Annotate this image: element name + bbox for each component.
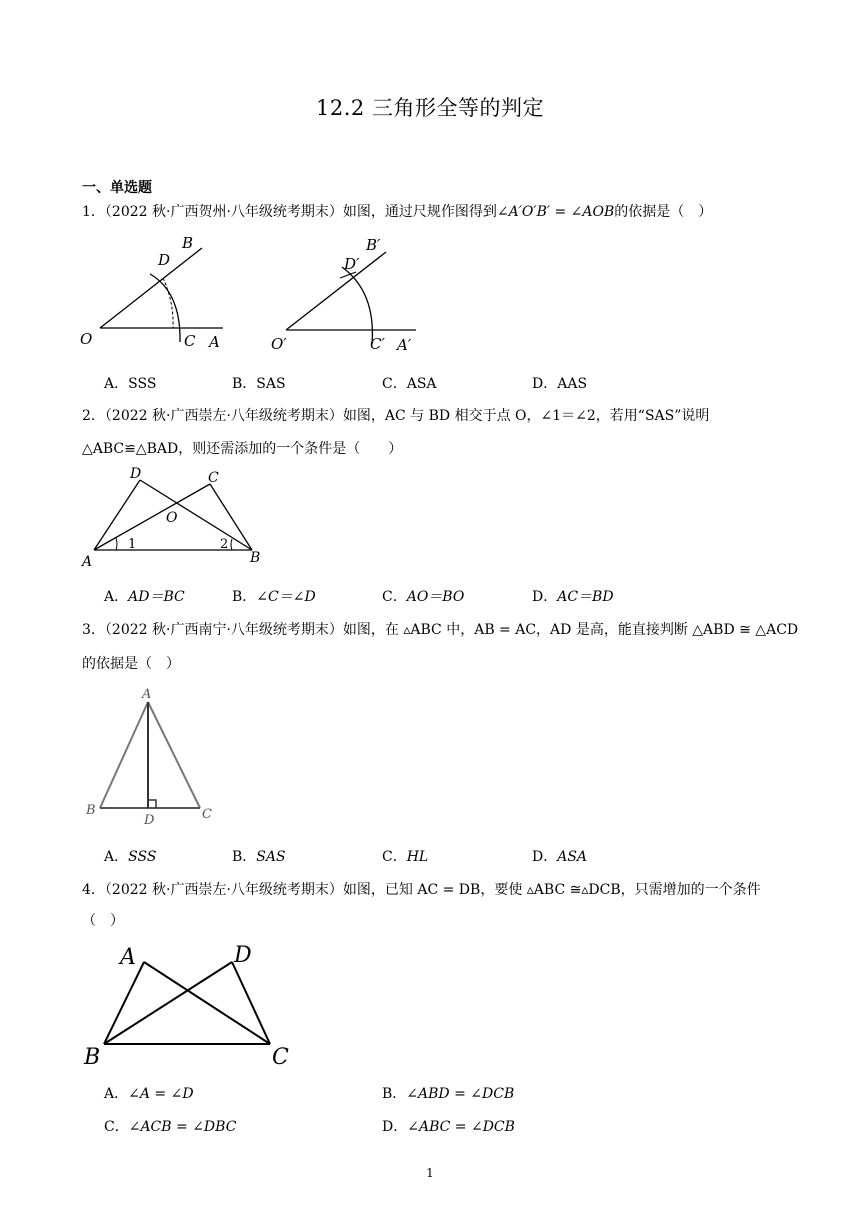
q3-option-d[interactable]: D．ASA bbox=[532, 849, 588, 865]
q4-option-b[interactable]: B．∠ABD = ∠DCB bbox=[382, 1086, 515, 1102]
q2-option-c[interactable]: C．AO＝BO bbox=[382, 589, 465, 605]
label-D: D bbox=[144, 813, 155, 828]
label-B: B bbox=[84, 1045, 101, 1070]
question-text: 如图，已知 AC = DB，要使 ▵ABC ≅▵DCB，只需增加的一个条件 bbox=[342, 882, 761, 898]
q4-option-a[interactable]: A．∠A = ∠D bbox=[104, 1086, 194, 1102]
label-B: B bbox=[86, 803, 96, 818]
q3-option-b[interactable]: B．SAS bbox=[232, 849, 286, 865]
label-angle-1: 1 bbox=[128, 537, 137, 552]
q1-figure-angle-aob bbox=[78, 232, 238, 352]
question-number: 1． bbox=[82, 204, 105, 220]
label-B: B bbox=[182, 234, 194, 252]
label-A: A bbox=[142, 687, 152, 702]
label-D: D bbox=[158, 251, 171, 269]
question-text: 如图，在 ▵ABC 中，AB = AC，AD 是高，能直接判断 △ABD ≅ △ACD bbox=[342, 622, 799, 638]
question-source: （2022 秋·广西贺州·八年级统考期末） bbox=[104, 204, 343, 220]
question-text: 如图，通过尺规作图得到 bbox=[342, 204, 497, 220]
question-4-line-2: （ ） bbox=[82, 913, 124, 929]
label-C: C bbox=[202, 807, 212, 822]
q1-option-b[interactable]: B．SAS bbox=[232, 376, 286, 392]
label-C: C bbox=[208, 470, 219, 486]
label-C: C bbox=[272, 1045, 289, 1070]
question-number: 3． bbox=[82, 622, 105, 638]
question-2-line-2: △ABC≌△BAD，则还需添加的一个条件是（ ） bbox=[82, 441, 403, 457]
question-1 bbox=[82, 202, 712, 222]
question-text: 如图，AC 与 BD 相交于点 O，∠1＝∠2，若用“SAS”说明 bbox=[342, 408, 710, 424]
label-B: B bbox=[250, 550, 261, 566]
label-D: D bbox=[234, 943, 252, 968]
label-O: O bbox=[80, 330, 93, 348]
question-number: 2． bbox=[82, 408, 105, 424]
q2-option-a[interactable]: A．AD＝BC bbox=[104, 589, 185, 605]
question-math: ∠A′O′B′ = ∠AOB bbox=[496, 204, 615, 220]
question-2 bbox=[82, 406, 709, 426]
question-number: 4． bbox=[82, 882, 105, 898]
q3-option-a[interactable]: A．SSS bbox=[104, 849, 157, 865]
label-A: A bbox=[82, 554, 93, 570]
page-title: 12.2 三角形全等的判定 bbox=[316, 96, 544, 120]
q1-option-a[interactable]: A．SSS bbox=[104, 376, 157, 392]
question-3 bbox=[82, 620, 798, 640]
label-D-prime: D′ bbox=[344, 255, 360, 273]
q4-figure-crossed-triangles bbox=[82, 940, 302, 1070]
q4-option-c[interactable]: C．∠ACB = ∠DBC bbox=[104, 1119, 237, 1135]
question-source: （2022 秋·广西崇左·八年级统考期末） bbox=[104, 408, 343, 424]
q1-option-c[interactable]: C．ASA bbox=[382, 376, 437, 392]
question-source: （2022 秋·广西南宁·八年级统考期末） bbox=[104, 622, 343, 638]
q2-option-d[interactable]: D．AC＝BD bbox=[532, 589, 614, 605]
q3-figure-isosceles-triangle bbox=[84, 684, 224, 829]
question-source: （2022 秋·广西崇左·八年级统考期末） bbox=[104, 882, 343, 898]
label-A: A bbox=[209, 333, 220, 351]
label-A-prime: A′ bbox=[397, 336, 412, 354]
label-D: D bbox=[130, 466, 142, 482]
q1-option-d[interactable]: D．AAS bbox=[532, 376, 588, 392]
label-A: A bbox=[120, 945, 136, 970]
question-3-line-2: 的依据是（ ） bbox=[82, 656, 180, 672]
q2-figure-crossed-triangles bbox=[80, 466, 280, 570]
label-O-prime: O′ bbox=[271, 335, 287, 353]
label-B-prime: B′ bbox=[366, 236, 381, 254]
page-number: 1 bbox=[426, 1166, 434, 1180]
question-4 bbox=[82, 880, 761, 900]
label-angle-2: 2 bbox=[220, 537, 229, 552]
question-text-end: 的依据是（ ） bbox=[614, 204, 713, 220]
q1-figure-angle-a2o2b2 bbox=[268, 232, 428, 357]
q3-option-c[interactable]: C．HL bbox=[382, 849, 429, 865]
section-heading: 一、单选题 bbox=[82, 180, 152, 196]
label-C: C bbox=[184, 332, 196, 350]
label-O: O bbox=[166, 510, 178, 526]
label-C-prime: C′ bbox=[370, 335, 385, 353]
q2-option-b[interactable]: B．∠C＝∠D bbox=[232, 589, 316, 605]
q4-option-d[interactable]: D．∠ABC = ∠DCB bbox=[382, 1119, 515, 1135]
